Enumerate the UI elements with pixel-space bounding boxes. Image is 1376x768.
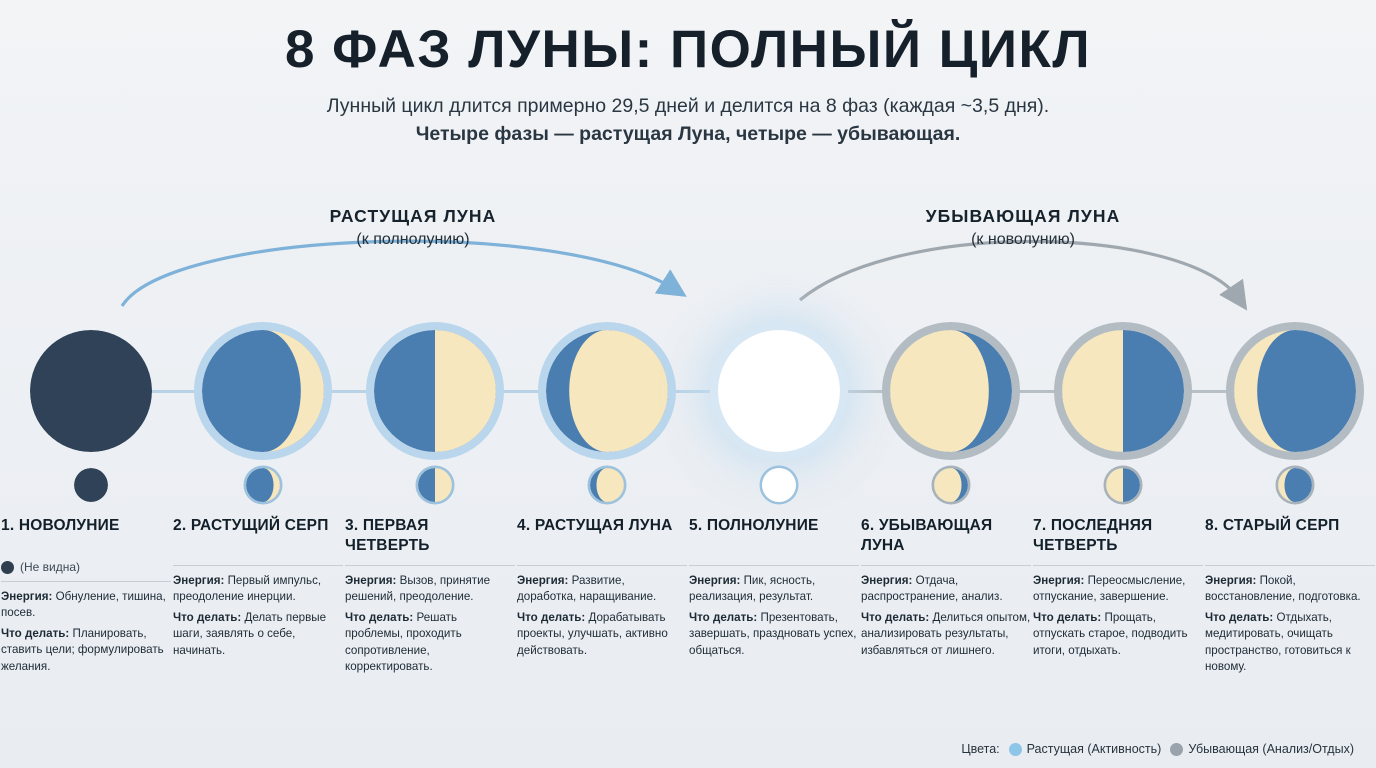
moon-mini-slot-6 [860, 466, 1042, 510]
energy-value: Вызов, принятие решений, преодоление. [345, 574, 491, 604]
phase-body [1033, 573, 1203, 659]
column-divider [1205, 565, 1375, 566]
energy-value: Покой, восстановление, подготовка. [1205, 574, 1361, 604]
energy-value: Пик, ясность, реализация, результат. [689, 574, 816, 604]
moon-phase-3[interactable] [344, 300, 526, 482]
phase-body [861, 573, 1031, 659]
phase-energy [689, 573, 859, 606]
phase-body [517, 573, 687, 659]
energy-label: Энергия: [689, 574, 744, 587]
moon-phase-row [0, 300, 1376, 482]
moon-phase-1[interactable] [0, 300, 182, 482]
phase-column-2 [173, 516, 343, 663]
phase-todo [517, 610, 687, 659]
todo-label: Что делать: [173, 610, 245, 624]
phase-todo [173, 610, 343, 659]
moon-mini-wan-gibbous-icon [934, 468, 968, 502]
energy-value: Переосмысление, отпускание, завершение. [1033, 574, 1186, 604]
moon-mini-slot-3 [344, 466, 526, 510]
phase-column-6 [861, 516, 1031, 663]
phase-name: 4. РАСТУЩАЯ ЛУНА [517, 517, 673, 534]
legend-label-waning: Убывающая (Анализ/Отдых) [1188, 742, 1354, 756]
todo-label: Что делать: [345, 610, 417, 624]
moon-mini-slot-4 [516, 466, 698, 510]
legend [961, 742, 1354, 756]
waxing-arc-note: (к полнолунию) [356, 230, 470, 248]
phase-name: 2. РАСТУЩИЙ СЕРП [173, 517, 329, 534]
phase-name: 7. ПОСЛЕДНЯЯ ЧЕТВЕРТЬ [1033, 517, 1153, 555]
moon-disc-new-icon [30, 330, 152, 452]
legend-swatch-waxing [1009, 743, 1022, 756]
moon-mini-first-quarter-icon [418, 468, 452, 502]
column-divider [689, 565, 859, 566]
todo-label: Что делать: [1033, 610, 1105, 624]
moon-phase-7[interactable] [1032, 300, 1214, 482]
moon-mini-full-icon [762, 468, 796, 502]
phase-name: 3. ПЕРВАЯ ЧЕТВЕРТЬ [345, 517, 430, 555]
phase-column-1 [1, 516, 171, 679]
moon-mini-slot-7 [1032, 466, 1214, 510]
energy-value: Первый импульс, преодоление инерции. [173, 574, 322, 604]
phase-energy [345, 573, 515, 606]
moon-phase-2[interactable] [172, 300, 354, 482]
phase-name: 6. УБЫВАЮЩАЯ ЛУНА [861, 517, 993, 555]
phase-energy [517, 573, 687, 606]
energy-label: Энергия: [1, 590, 56, 603]
legend-swatch-waning [1170, 743, 1183, 756]
moon-phase-8[interactable] [1204, 300, 1376, 482]
phase-name: 1. НОВОЛУНИЕ [1, 517, 120, 534]
phase-body [1205, 573, 1375, 676]
todo-value: Прощать, отпускать старое, подводить итоги, отдыхать. [1033, 610, 1188, 657]
phase-energy [1205, 573, 1375, 606]
column-divider [517, 565, 687, 566]
subtitle-line-2: Четыре фазы — растущая Луна, четыре — убывающая. [415, 122, 961, 145]
energy-label: Энергия: [1033, 574, 1088, 587]
moon-mini-slot-5 [688, 466, 870, 510]
todo-value: Делиться опытом, анализировать результаты, избавляться от лишнего. [861, 610, 1031, 657]
phase-description-columns [0, 516, 1376, 736]
phase-visibility-text: (Не видна) [20, 560, 81, 574]
waxing-arc-icon [122, 241, 676, 306]
phase-name: 5. ПОЛНОЛУНИЕ [689, 517, 819, 534]
todo-value: Делать первые шаги, заявлять о себе, начинать. [173, 610, 327, 657]
todo-label: Что делать: [517, 610, 589, 624]
phase-todo [1033, 610, 1203, 659]
moon-disc-wax-crescent-icon [202, 330, 324, 452]
energy-value: Обнуление, тишина, посев. [1, 590, 166, 620]
phase-todo [1, 626, 171, 675]
phase-column-8 [1205, 516, 1375, 680]
todo-value: Планировать, ставить цели; формулировать желания. [1, 626, 164, 673]
energy-label: Энергия: [173, 574, 228, 587]
phase-column-5 [689, 516, 859, 663]
todo-label: Что делать: [1, 626, 73, 640]
phase-name: 8. СТАРЫЙ СЕРП [1205, 517, 1340, 534]
phase-energy [173, 573, 343, 606]
waning-arc-title: УБЫВАЮЩАЯ ЛУНА [925, 206, 1121, 226]
phase-column-3 [345, 516, 515, 680]
todo-label: Что делать: [689, 610, 761, 624]
moon-disc-first-quarter-icon [374, 330, 496, 452]
subtitle-line-1: Лунный цикл длится примерно 29,5 дней и делится на 8 фаз (каждая ~3,5 дня). [326, 94, 1050, 117]
todo-value: Дорабатывать проекты, улучшать, активно действовать. [517, 610, 668, 657]
column-divider [345, 565, 515, 566]
moon-mini-slot-2 [172, 466, 354, 510]
phase-energy [1, 589, 171, 622]
waxing-arc-title: РАСТУЩАЯ ЛУНА [329, 206, 497, 226]
moon-mini-wax-crescent-icon [246, 468, 280, 502]
energy-value: Отдача, распространение, анализ. [861, 574, 1003, 604]
phase-todo [689, 610, 859, 659]
todo-label: Что делать: [1205, 610, 1277, 624]
moon-disc-wan-gibbous-icon [890, 330, 1012, 452]
column-divider [1, 581, 171, 582]
moon-mini-wan-crescent-icon [1278, 468, 1312, 502]
legend-item-waning [1170, 742, 1354, 756]
legend-label-waxing: Растущая (Активность) [1026, 742, 1162, 756]
legend-item-waxing [1009, 742, 1162, 756]
waning-arc-note: (к новолунию) [971, 230, 1075, 248]
phase-energy [861, 573, 1031, 606]
legend-prefix: Цвета: [961, 742, 1000, 756]
moon-disc-wax-gibbous-icon [546, 330, 668, 452]
waxing-arc-label [268, 205, 558, 250]
moon-mini-new-icon [74, 468, 108, 502]
waning-arc-label [878, 205, 1168, 250]
moon-phase-6[interactable] [860, 300, 1042, 482]
phase-energy [1033, 573, 1203, 606]
phase-body [345, 573, 515, 676]
column-divider [173, 565, 343, 566]
moon-disc-wan-crescent-icon [1234, 330, 1356, 452]
header [0, 0, 1376, 148]
todo-value: Решать проблемы, проходить сопротивление, корректировать. [345, 610, 462, 674]
phase-body [689, 573, 859, 659]
column-divider [861, 565, 1031, 566]
todo-label: Что делать: [861, 610, 933, 624]
phase-body [173, 573, 343, 659]
new-moon-dot-icon [1, 561, 14, 574]
phase-body [1, 589, 171, 675]
moon-mini-last-quarter-icon [1106, 468, 1140, 502]
phase-visibility-note [1, 560, 171, 574]
phase-column-4 [517, 516, 687, 663]
energy-label: Энергия: [517, 574, 572, 587]
page-subtitle [0, 92, 1376, 149]
moon-phase-4[interactable] [516, 300, 698, 482]
waning-arc-icon [800, 241, 1240, 300]
energy-label: Энергия: [345, 574, 400, 587]
moon-phase-5[interactable] [688, 300, 870, 482]
phase-todo [1205, 610, 1375, 676]
moon-mini-slot-1 [0, 466, 182, 510]
todo-value: Отдыхать, медитировать, очищать пространство, готовиться к новому. [1205, 610, 1351, 674]
phase-todo [861, 610, 1031, 659]
energy-value: Развитие, доработка, наращивание. [517, 574, 657, 604]
energy-label: Энергия: [1205, 574, 1260, 587]
moon-mini-wax-gibbous-icon [590, 468, 624, 502]
page-title: 8 ФАЗ ЛУНЫ: ПОЛНЫЙ ЦИКЛ [284, 20, 1092, 79]
moon-mini-slot-8 [1204, 466, 1376, 510]
moon-disc-last-quarter-icon [1062, 330, 1184, 452]
todo-value: Презентовать, завершать, праздновать успех, общаться. [689, 610, 857, 657]
column-divider [1033, 565, 1203, 566]
moon-mini-icon-row [0, 466, 1376, 510]
energy-label: Энергия: [861, 574, 916, 587]
phase-todo [345, 610, 515, 676]
moon-disc-full-icon [718, 330, 840, 452]
phase-column-7 [1033, 516, 1203, 663]
